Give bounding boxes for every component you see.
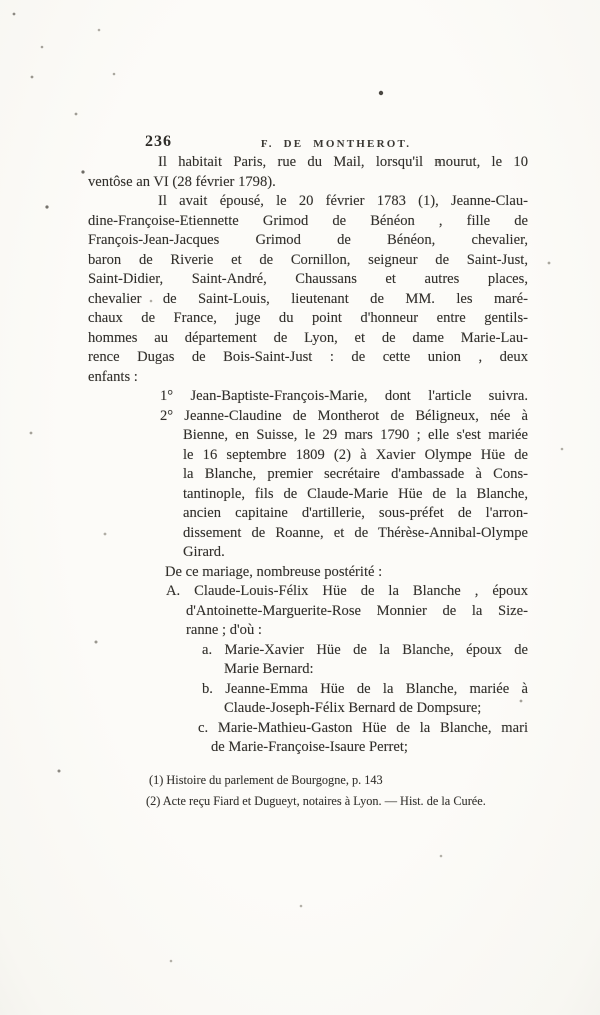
text-line: Claude-Joseph-Félix Bernard de Dompsure; — [224, 700, 482, 716]
text-line: chevalier de Saint-Louis, lieutenant de MM. les maré- — [88, 290, 528, 307]
text-line: Marie Bernard: — [224, 661, 314, 677]
text-line: dissement de Roanne, et de Thérèse-Annibal-Olympe — [183, 524, 528, 541]
text-line: ranne ; d'où : — [186, 622, 262, 638]
text-line: de Marie-Françoise-Isaure Perret; — [211, 739, 408, 755]
text-line: d'Antoinette-Marguerite-Rose Monnier de la Size- — [186, 602, 528, 619]
text-line: 1° Jean-Baptiste-François-Marie, dont l'article suivra. — [160, 388, 528, 404]
text-line: tantinople, fils de Claude-Marie Hüe de la Blanche, — [183, 485, 528, 502]
page-number: 236 — [145, 133, 172, 150]
text-line: baron de Riverie et de Cornillon, seigneur de Saint-Just, — [88, 251, 528, 268]
text-line: dine-Françoise-Etiennette Grimod de Bénéon , fille de — [88, 212, 528, 229]
text-line: le 16 septembre 1809 (2) à Xavier Olympe Hüe de — [183, 446, 528, 463]
running-header: F. DE MONTHEROT. — [260, 138, 412, 150]
text-line: c. Marie-Mathieu-Gaston Hüe de la Blanche, mari — [198, 719, 528, 736]
scan-speck-layer — [0, 0, 2, 2]
text-line: chaux de France, juge du point d'honneur entre gentils- — [88, 310, 528, 326]
text-line: De ce mariage, nombreuse postérité : — [165, 563, 383, 580]
footnote-line: (1) Histoire du parlement de Bourgogne, p. 143 — [149, 773, 383, 787]
text-line: François-Jean-Jacques Grimod de Bénéon, chevalier, — [88, 232, 528, 248]
text-line: a. Marie-Xavier Hüe de la Blanche, époux de — [202, 641, 528, 658]
text-line: enfants : — [88, 368, 138, 385]
text-line: ancien capitaine d'artillerie, sous-préfet de l'arron- — [183, 505, 528, 521]
text-line: Il habitait Paris, rue du Mail, lorsqu'il mourut, le 10 — [158, 154, 528, 170]
body-text — [88, 153, 528, 758]
text-line: A. Claude-Louis-Félix Hüe de la Blanche , époux — [166, 583, 528, 599]
footnote-line: (2) Acte reçu Fiard et Dugueyt, notaires à Lyon. — Hist. de la Curée. — [146, 793, 486, 808]
text-line: Saint-Didier, Saint-André, Chaussans et autres places, — [88, 271, 528, 287]
text-line: la Blanche, premier secrétaire d'ambassade à Cons- — [183, 466, 528, 482]
text-line: b. Jeanne-Emma Hüe de la Blanche, mariée à — [202, 680, 528, 697]
text-line: rence Dugas de Bois-Saint-Just : de cette union , deux — [88, 349, 528, 365]
text-line: ventôse an VI (28 février 1798). — [88, 173, 276, 190]
text-line: hommes au département de Lyon, et de dame Marie-Lau- — [88, 329, 528, 346]
text-line: Bienne, en Suisse, le 29 mars 1790 ; elle s'est mariée — [183, 427, 528, 443]
text-line: 2° Jeanne-Claudine de Montherot de Béligneux, née à — [160, 407, 528, 424]
text-line: Il avait épousé, le 20 février 1783 (1), Jeanne-Clau- — [158, 193, 528, 209]
text-line: Girard. — [183, 544, 225, 560]
footnotes — [88, 770, 528, 811]
